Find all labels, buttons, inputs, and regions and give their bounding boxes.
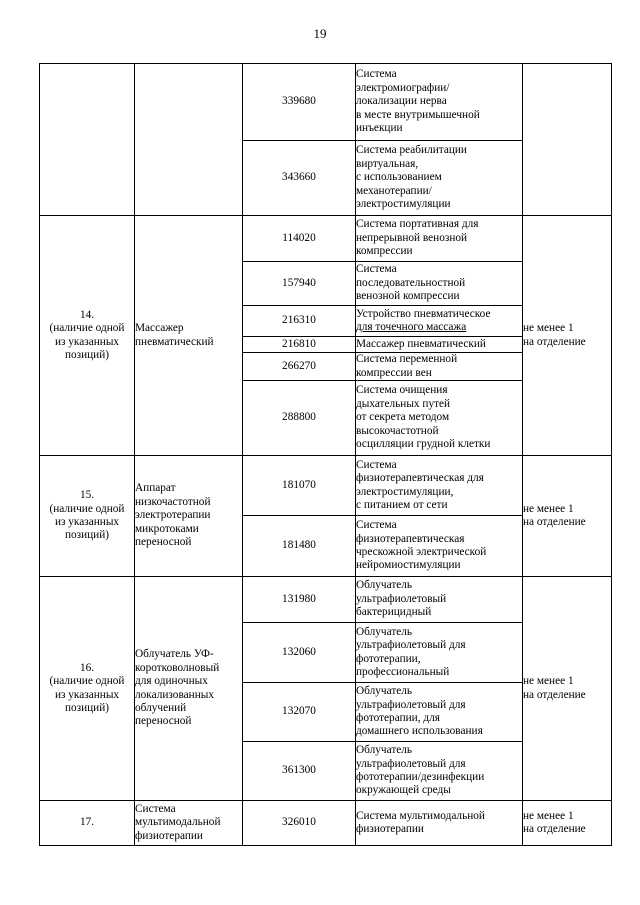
equipment-cell: Аппарат низкочастотной электротерапии микротоками переносной (135, 456, 243, 577)
code-cell: 131980 (243, 577, 356, 623)
code-cell: 157940 (243, 262, 356, 306)
code-cell: 361300 (243, 742, 356, 801)
table-row (40, 456, 612, 516)
table-row (40, 216, 612, 262)
table-row (40, 801, 612, 846)
table-row (40, 64, 612, 141)
name-cell: Облучатель ультрафиолетовый для фототерапии, для домашнего использования (356, 683, 523, 742)
code-cell: 326010 (243, 801, 356, 846)
requirement-cell: не менее 1 на отделение (523, 577, 612, 801)
name-cell: Система мультимодальной физиотерапии (356, 801, 523, 846)
name-cell: Устройство пневматическое для точечного массажа (356, 306, 523, 337)
name-cell: Облучатель ультрафиолетовый для фототерапии, профессиональный (356, 623, 523, 683)
name-cell: Облучатель ультрафиолетовый для фототерапии/дезинфекции окружающей среды (356, 742, 523, 801)
requirement-cell (523, 64, 612, 216)
number-cell (40, 64, 135, 216)
name-cell: Система очищения дыхательных путей от секрета методом высокочастотной осцилляции грудной клетки (356, 381, 523, 456)
group-number-cell: 14. (наличие одной из указанных позиций) (40, 216, 135, 456)
requirement-cell: не менее 1 на отделение (523, 216, 612, 456)
code-cell: 216810 (243, 337, 356, 353)
code-cell: 132070 (243, 683, 356, 742)
group-number-cell: 15. (наличие одной из указанных позиций) (40, 456, 135, 577)
name-cell: Облучатель ультрафиолетовый бактерицидный (356, 577, 523, 623)
name-cell: Система последовательностной венозной компрессии (356, 262, 523, 306)
code-cell: 339680 (243, 64, 356, 141)
equipment-cell (135, 64, 243, 216)
requirement-cell: не менее 1 на отделение (523, 801, 612, 846)
equipment-cell: Система мультимодальной физиотерапии (135, 801, 243, 846)
requirement-cell: не менее 1 на отделение (523, 456, 612, 577)
name-cell: Система физиотерапевтическая чрескожной электрической нейромиостимуляции (356, 516, 523, 577)
page-number: 19 (313, 26, 327, 41)
equipment-table (39, 63, 612, 846)
code-cell: 181480 (243, 516, 356, 577)
name-cell: Система реабилитации виртуальная, с использованием механотерапии/ электростимуляции (356, 141, 523, 216)
name-cell: Система переменной компрессии вен (356, 353, 523, 381)
name-cell: Система портативная для непрерывной венозной компрессии (356, 216, 523, 262)
code-cell: 343660 (243, 141, 356, 216)
code-cell: 288800 (243, 381, 356, 456)
code-cell: 266270 (243, 353, 356, 381)
code-cell: 132060 (243, 623, 356, 683)
equipment-cell: Облучатель УФ- коротковолновый для одиночных локализованных облучений переносной (135, 577, 243, 801)
name-cell: Массажер пневматический (356, 337, 523, 353)
table-row (40, 577, 612, 623)
code-cell: 216310 (243, 306, 356, 337)
group-number-cell: 16. (наличие одной из указанных позиций) (40, 577, 135, 801)
name-cell: Система электромиографии/ локализации нерва в месте внутримышечной инъекции (356, 64, 523, 141)
code-cell: 181070 (243, 456, 356, 516)
code-cell: 114020 (243, 216, 356, 262)
name-cell: Система физиотерапевтическая для электростимуляции, с питанием от сети (356, 456, 523, 516)
group-number-cell: 17. (40, 801, 135, 846)
equipment-cell: Массажер пневматический (135, 216, 243, 456)
